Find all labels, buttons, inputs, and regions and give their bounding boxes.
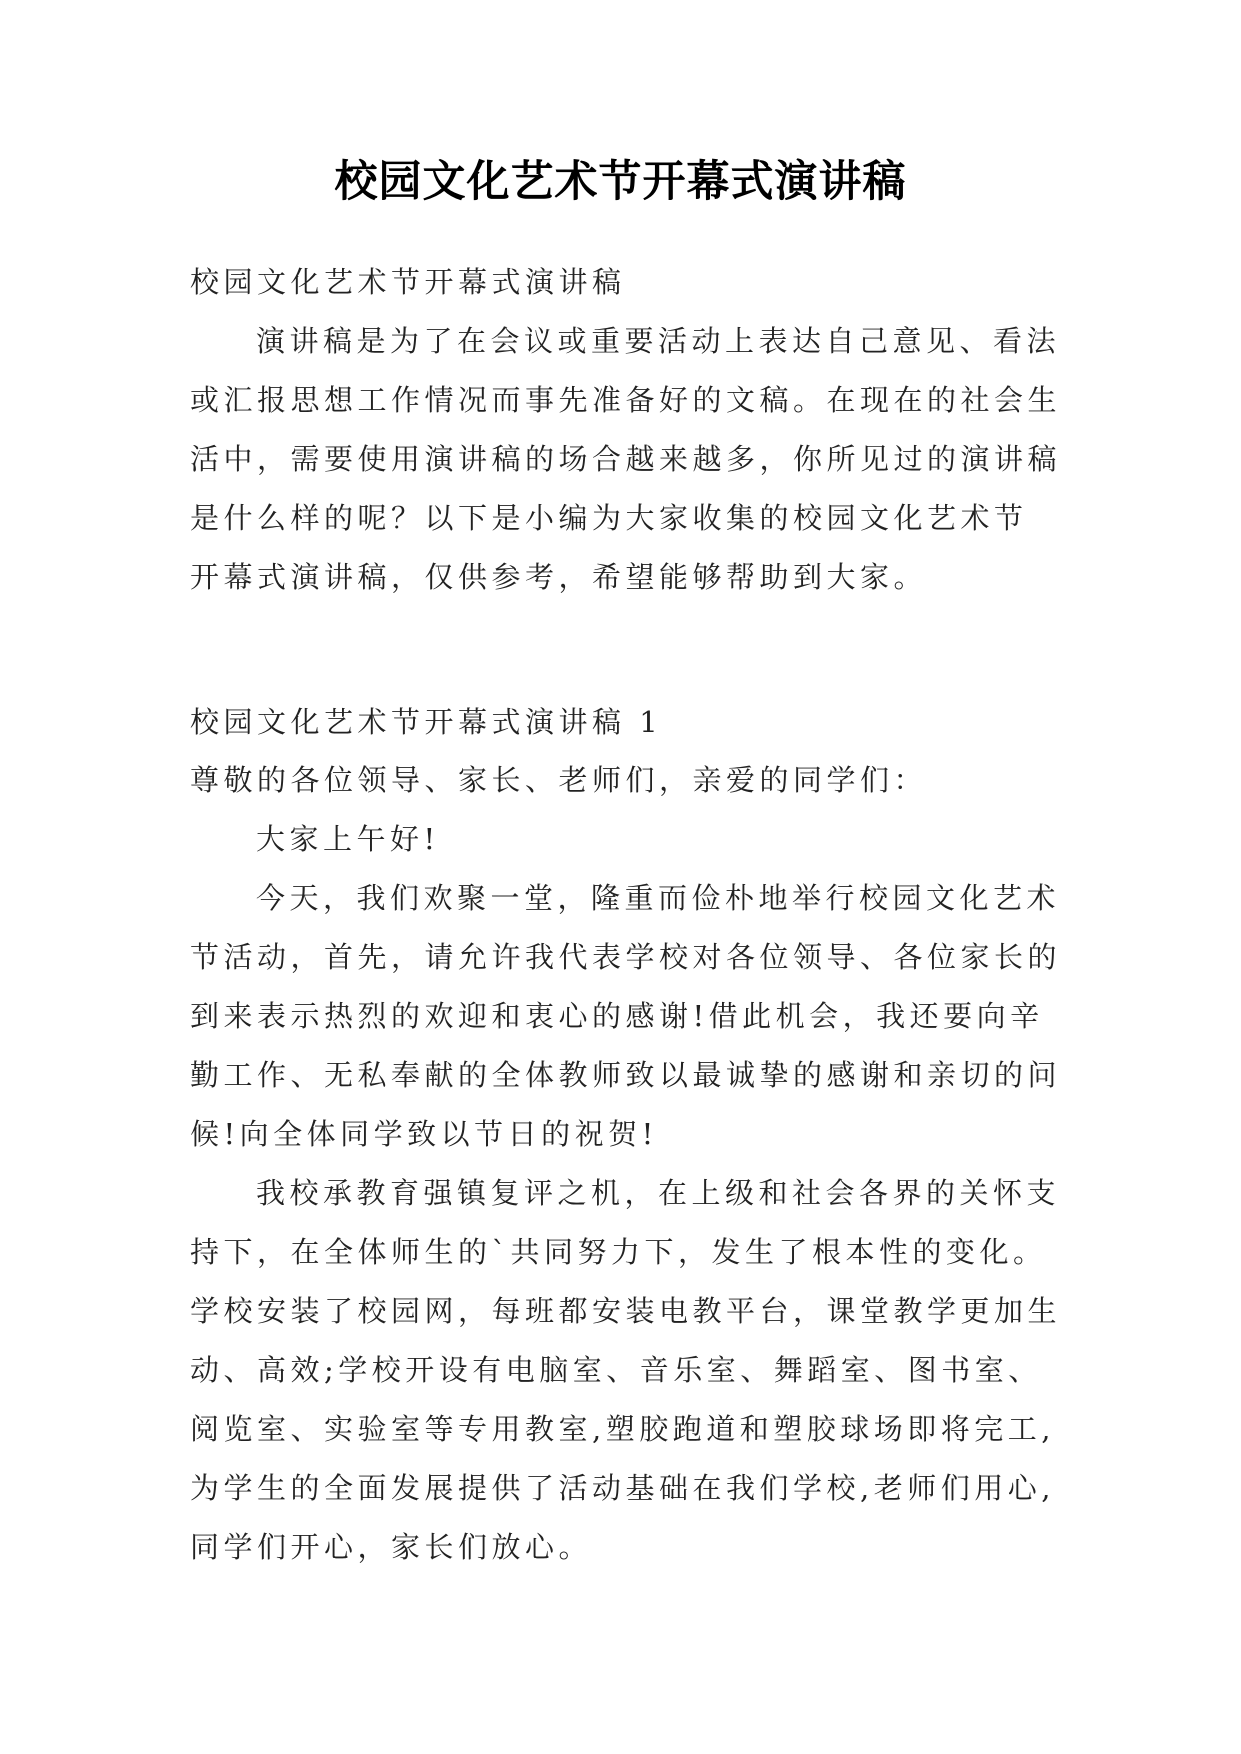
paragraph-1 [190, 869, 1062, 1164]
greeting-text: 大家上午好! [256, 822, 440, 856]
paragraph-2 [190, 1164, 1062, 1577]
paragraph-line: 同学们开心，家长们放心。 [190, 1530, 593, 1564]
paragraph-line: 勤工作、无私奉献的全体教师致以最诚挚的感谢和亲切的问 [190, 1058, 1062, 1092]
paragraph-line: 我校承教育强镇复评之机，在上级和社会各界的关怀支 [256, 1176, 1061, 1210]
paragraph-line: 今天，我们欢聚一堂，隆重而俭朴地举行校园文化艺术 [256, 881, 1061, 915]
paragraph-line: 学校安装了校园网，每班都安装电教平台，课堂教学更加生 [190, 1294, 1062, 1328]
salutation-text: 尊敬的各位领导、家长、老师们，亲爱的同学们： [190, 763, 928, 797]
paragraph-line: 到来表示热烈的欢迎和衷心的感谢!借此机会，我还要向辛 [190, 999, 1044, 1033]
paragraph-line: 为学生的全面发展提供了活动基础在我们学校,老师们用心, [190, 1471, 1055, 1505]
intro-heading-text: 校园文化艺术节开幕式演讲稿 [190, 265, 626, 299]
paragraph-line: 阅览室、实验室等专用教室,塑胶跑道和塑胶球场即将完工, [190, 1412, 1055, 1446]
paragraph-line: 候!向全体同学致以节日的祝贺! [190, 1117, 658, 1151]
greeting [190, 810, 1050, 869]
intro-line: 活中，需要使用演讲稿的场合越来越多，你所见过的演讲稿 [190, 442, 1062, 476]
intro-line: 是什么样的呢？以下是小编为大家收集的校园文化艺术节 [190, 501, 1028, 535]
intro-line: 演讲稿是为了在会议或重要活动上表达自己意见、看法 [256, 324, 1061, 358]
intro-line: 或汇报思想工作情况而事先准备好的文稿。在现在的社会生 [190, 383, 1062, 417]
section-heading-text: 校园文化艺术节开幕式演讲稿 1 [190, 705, 663, 739]
paragraph-line: 动、高效;学校开设有电脑室、音乐室、舞蹈室、图书室、 [190, 1353, 1042, 1387]
page-title: 校园文化艺术节开幕式演讲稿 [334, 157, 907, 207]
section-heading [190, 693, 1050, 752]
paragraph-line: 节活动，首先，请允许我代表学校对各位领导、各位家长的 [190, 940, 1062, 974]
intro-heading [190, 253, 1050, 312]
paragraph-line: 持下，在全体师生的`共同努力下，发生了根本性的变化。 [190, 1235, 1047, 1269]
salutation [190, 751, 1050, 810]
intro-paragraph [190, 312, 1062, 607]
intro-line: 开幕式演讲稿，仅供参考，希望能够帮助到大家。 [190, 560, 928, 594]
